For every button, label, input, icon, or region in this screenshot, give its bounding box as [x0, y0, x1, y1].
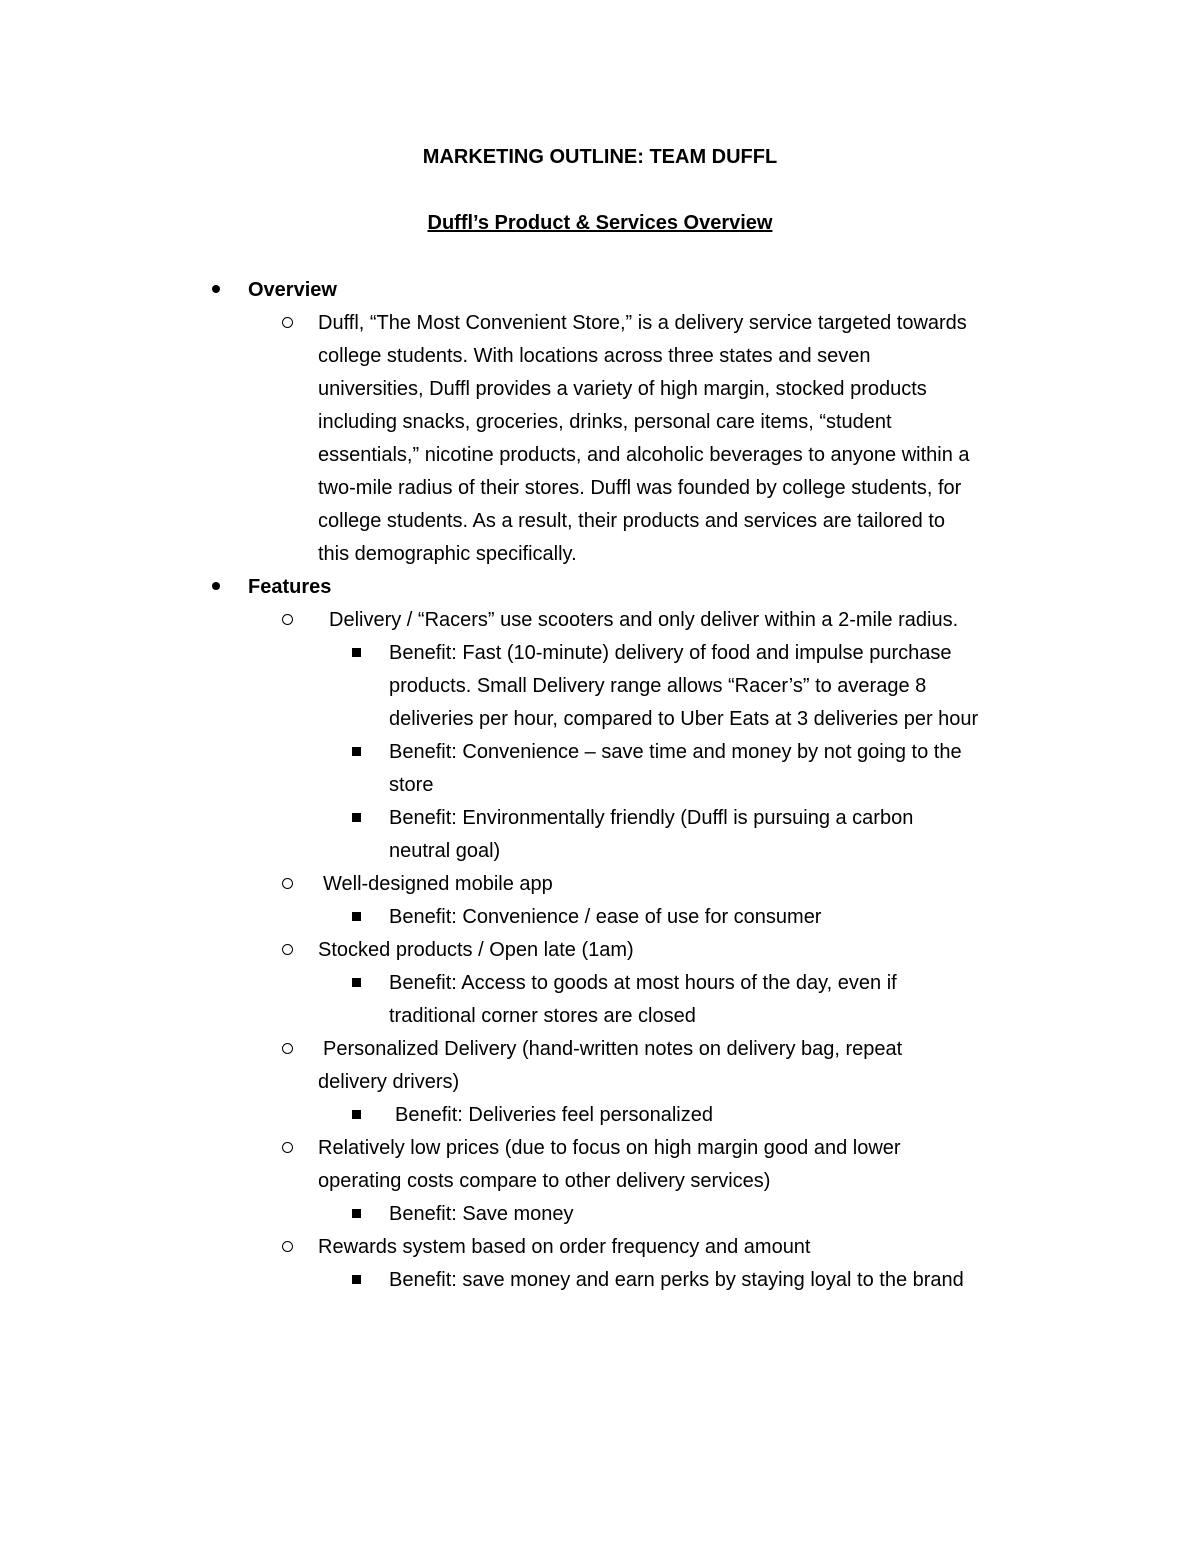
benefit-line: neutral goal)	[389, 840, 501, 862]
feature-stocked-products: Stocked products / Open late (1am)	[0, 934, 1200, 967]
square-bullet-icon	[352, 1264, 361, 1297]
square-bullet-icon	[352, 1099, 361, 1132]
hollow-circle-bullet-icon	[282, 934, 293, 967]
benefit-line: Benefit: Convenience / ease of use for consumer	[0, 901, 1200, 934]
benefit-line: traditional corner stores are closed	[389, 1005, 696, 1027]
overview-paragraph-line: Duffl, “The Most Convenient Store,” is a delivery service targeted towards	[0, 307, 1200, 340]
document-subtitle: Duffl’s Product & Services Overview	[427, 212, 773, 234]
benefit-line: products. Small Delivery range allows “Racer’s” to average 8	[389, 675, 927, 697]
feature-delivery: Delivery / “Racers” use scooters and only deliver within a 2-mile radius.	[0, 604, 1200, 637]
feature-low-prices: Relatively low prices (due to focus on high margin good and lower	[0, 1132, 1200, 1165]
feature-mobile-app: Well-designed mobile app	[0, 868, 1200, 901]
hollow-circle-bullet-icon	[282, 1033, 293, 1066]
outline-body	[0, 274, 1200, 1297]
feature-line: operating costs compare to other delivery services)	[318, 1170, 771, 1192]
hollow-circle-bullet-icon	[282, 604, 293, 637]
overview-paragraph-line: two-mile radius of their stores. Duffl was founded by college students, for	[318, 477, 962, 499]
outline-item-features	[0, 571, 1200, 604]
square-bullet-icon	[352, 901, 361, 934]
overview-paragraph-line: college students. With locations across three states and seven	[318, 345, 871, 367]
overview-paragraph-line: this demographic specifically.	[318, 543, 577, 565]
benefit-line: store	[389, 774, 434, 796]
benefit-line: Benefit: save money and earn perks by staying loyal to the brand	[0, 1264, 1200, 1297]
benefit-line: Benefit: Convenience – save time and money by not going to the	[0, 736, 1200, 769]
square-bullet-icon	[352, 802, 361, 835]
benefit-line: deliveries per hour, compared to Uber Eats at 3 deliveries per hour	[389, 708, 979, 730]
feature-personalized-delivery: Personalized Delivery (hand-written notes on delivery bag, repeat	[0, 1033, 1200, 1066]
outline-item-overview	[0, 274, 1200, 307]
square-bullet-icon	[352, 637, 361, 670]
features-heading: Features	[248, 576, 332, 598]
benefit-line: Benefit: Environmentally friendly (Duffl is pursuing a carbon	[0, 802, 1200, 835]
feature-rewards-system: Rewards system based on order frequency and amount	[0, 1231, 1200, 1264]
hollow-circle-bullet-icon	[282, 1231, 293, 1264]
overview-heading: Overview	[248, 279, 337, 301]
hollow-circle-bullet-icon	[282, 1132, 293, 1165]
filled-circle-bullet-icon	[212, 274, 220, 307]
square-bullet-icon	[352, 1198, 361, 1231]
benefit-line: Benefit: Deliveries feel personalized	[0, 1099, 1200, 1132]
filled-circle-bullet-icon	[212, 571, 220, 604]
square-bullet-icon	[352, 967, 361, 1000]
overview-paragraph-line: college students. As a result, their products and services are tailored to	[318, 510, 946, 532]
overview-paragraph-line: essentials,” nicotine products, and alcoholic beverages to anyone within a	[318, 444, 970, 466]
overview-paragraph-line: including snacks, groceries, drinks, personal care items, “student	[318, 411, 892, 433]
hollow-circle-bullet-icon	[282, 307, 293, 340]
feature-line: delivery drivers)	[318, 1071, 460, 1093]
hollow-circle-bullet-icon	[282, 868, 293, 901]
square-bullet-icon	[352, 736, 361, 769]
benefit-line: Benefit: Save money	[0, 1198, 1200, 1231]
overview-paragraph-line: universities, Duffl provides a variety of high margin, stocked products	[318, 378, 927, 400]
benefit-line: Benefit: Fast (10-minute) delivery of food and impulse purchase	[0, 637, 1200, 670]
document-title: MARKETING OUTLINE: TEAM DUFFL	[422, 146, 778, 168]
benefit-line: Benefit: Access to goods at most hours of the day, even if	[0, 967, 1200, 1000]
